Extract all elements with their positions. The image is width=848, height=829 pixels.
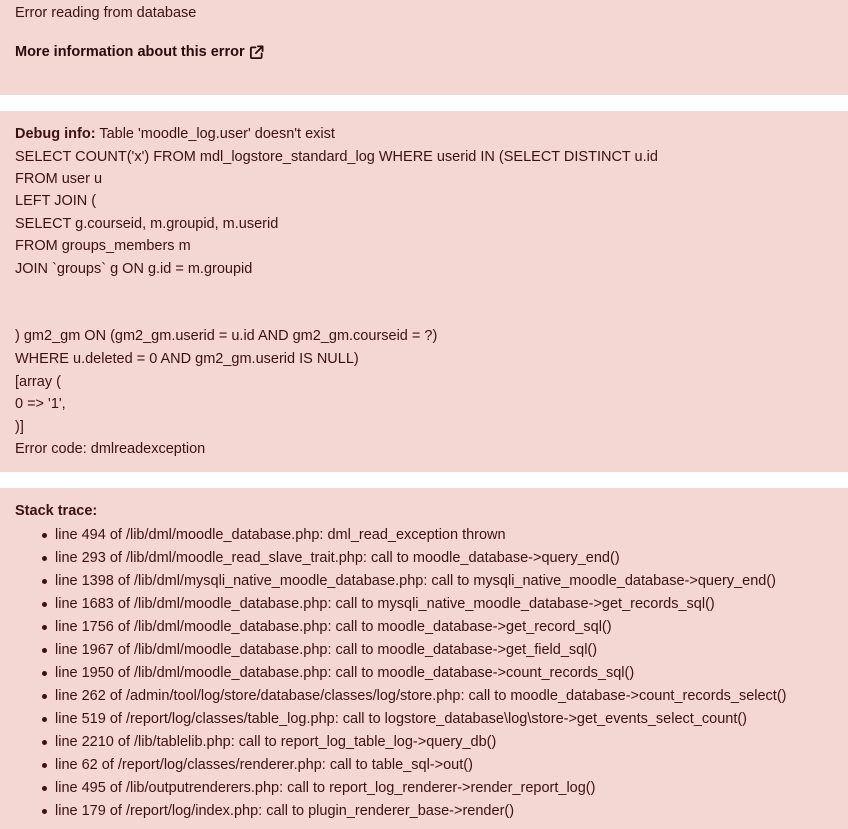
stack-trace-item: line 2210 of /lib/tablelib.php: call to report_log_table_log->query_db() — [15, 732, 786, 755]
stack-trace-item: line 1950 of /lib/dml/moodle_database.php: call to moodle_database->count_records_sql() — [15, 663, 786, 686]
sql-line: LEFT JOIN ( — [15, 193, 97, 209]
stack-trace-item: line 1398 of /lib/dml/mysqli_native_moodle_database.php: call to mysqli_native_moodle_database->query_end() — [15, 571, 786, 594]
stack-trace-item: line 179 of /report/log/index.php: call to plugin_renderer_base->render() — [15, 801, 786, 824]
sql-line: SELECT g.courseid, m.groupid, m.userid — [15, 216, 279, 232]
debug-info-message: Table 'moodle_log.user' doesn't exist — [95, 126, 335, 142]
external-link-icon — [249, 45, 264, 60]
stack-trace-panel — [0, 488, 848, 829]
debug-info-panel — [0, 111, 848, 472]
sql-line: JOIN `groups` g ON g.id = m.groupid — [15, 261, 253, 277]
debug-info-label: Debug info: — [15, 126, 96, 142]
error-message-panel — [0, 0, 848, 95]
stack-trace-item: line 62 of /report/log/classes/renderer.php: call to table_sql->out() — [15, 755, 786, 778]
stack-trace-item: line 1683 of /lib/dml/moodle_database.php: call to mysqli_native_moodle_database->get_records_sql() — [15, 594, 786, 617]
stack-trace-item: line 262 of /admin/tool/log/store/database/classes/log/store.php: call to moodle_database->count_records_select() — [15, 686, 786, 709]
stack-trace-item: line 1756 of /lib/dml/moodle_database.php: call to moodle_database->get_record_sql() — [15, 617, 786, 640]
error-message: Error reading from database — [15, 5, 197, 21]
error-code: Error code: dmlreadexception — [15, 441, 206, 457]
sql-line: FROM groups_members m — [15, 238, 191, 254]
sql-line: [array ( — [15, 374, 61, 390]
sql-line: WHERE u.deleted = 0 AND gm2_gm.userid IS NULL) — [15, 351, 359, 367]
sql-line: ) gm2_gm ON (gm2_gm.userid = u.id AND gm2_gm.courseid = ?) — [15, 328, 438, 344]
stack-trace-item: line 519 of /report/log/classes/table_log.php: call to logstore_database\log\store->get_events_select_count() — [15, 709, 786, 732]
stack-trace-item: line 1967 of /lib/dml/moodle_database.php: call to moodle_database->get_field_sql() — [15, 640, 786, 663]
stack-trace-label: Stack trace: — [15, 503, 98, 519]
stack-trace-item: line 495 of /lib/outputrenderers.php: call to report_log_renderer->render_report_log() — [15, 778, 786, 801]
sql-line: SELECT COUNT('x') FROM mdl_logstore_standard_log WHERE userid IN (SELECT DISTINCT u.id — [15, 149, 658, 165]
more-information-link[interactable] — [15, 42, 264, 62]
sql-line: FROM user u — [15, 171, 103, 187]
debug-info-line — [15, 124, 335, 144]
stack-trace-list — [15, 525, 786, 824]
stack-trace-item: line 494 of /lib/dml/moodle_database.php: dml_read_exception thrown — [15, 525, 786, 548]
stack-trace-item: line 293 of /lib/dml/moodle_read_slave_trait.php: call to moodle_database->query_end() — [15, 548, 786, 571]
sql-line: )] — [15, 419, 24, 435]
more-information-label: More information about this error — [15, 44, 245, 60]
sql-line: 0 => '1', — [15, 396, 66, 412]
